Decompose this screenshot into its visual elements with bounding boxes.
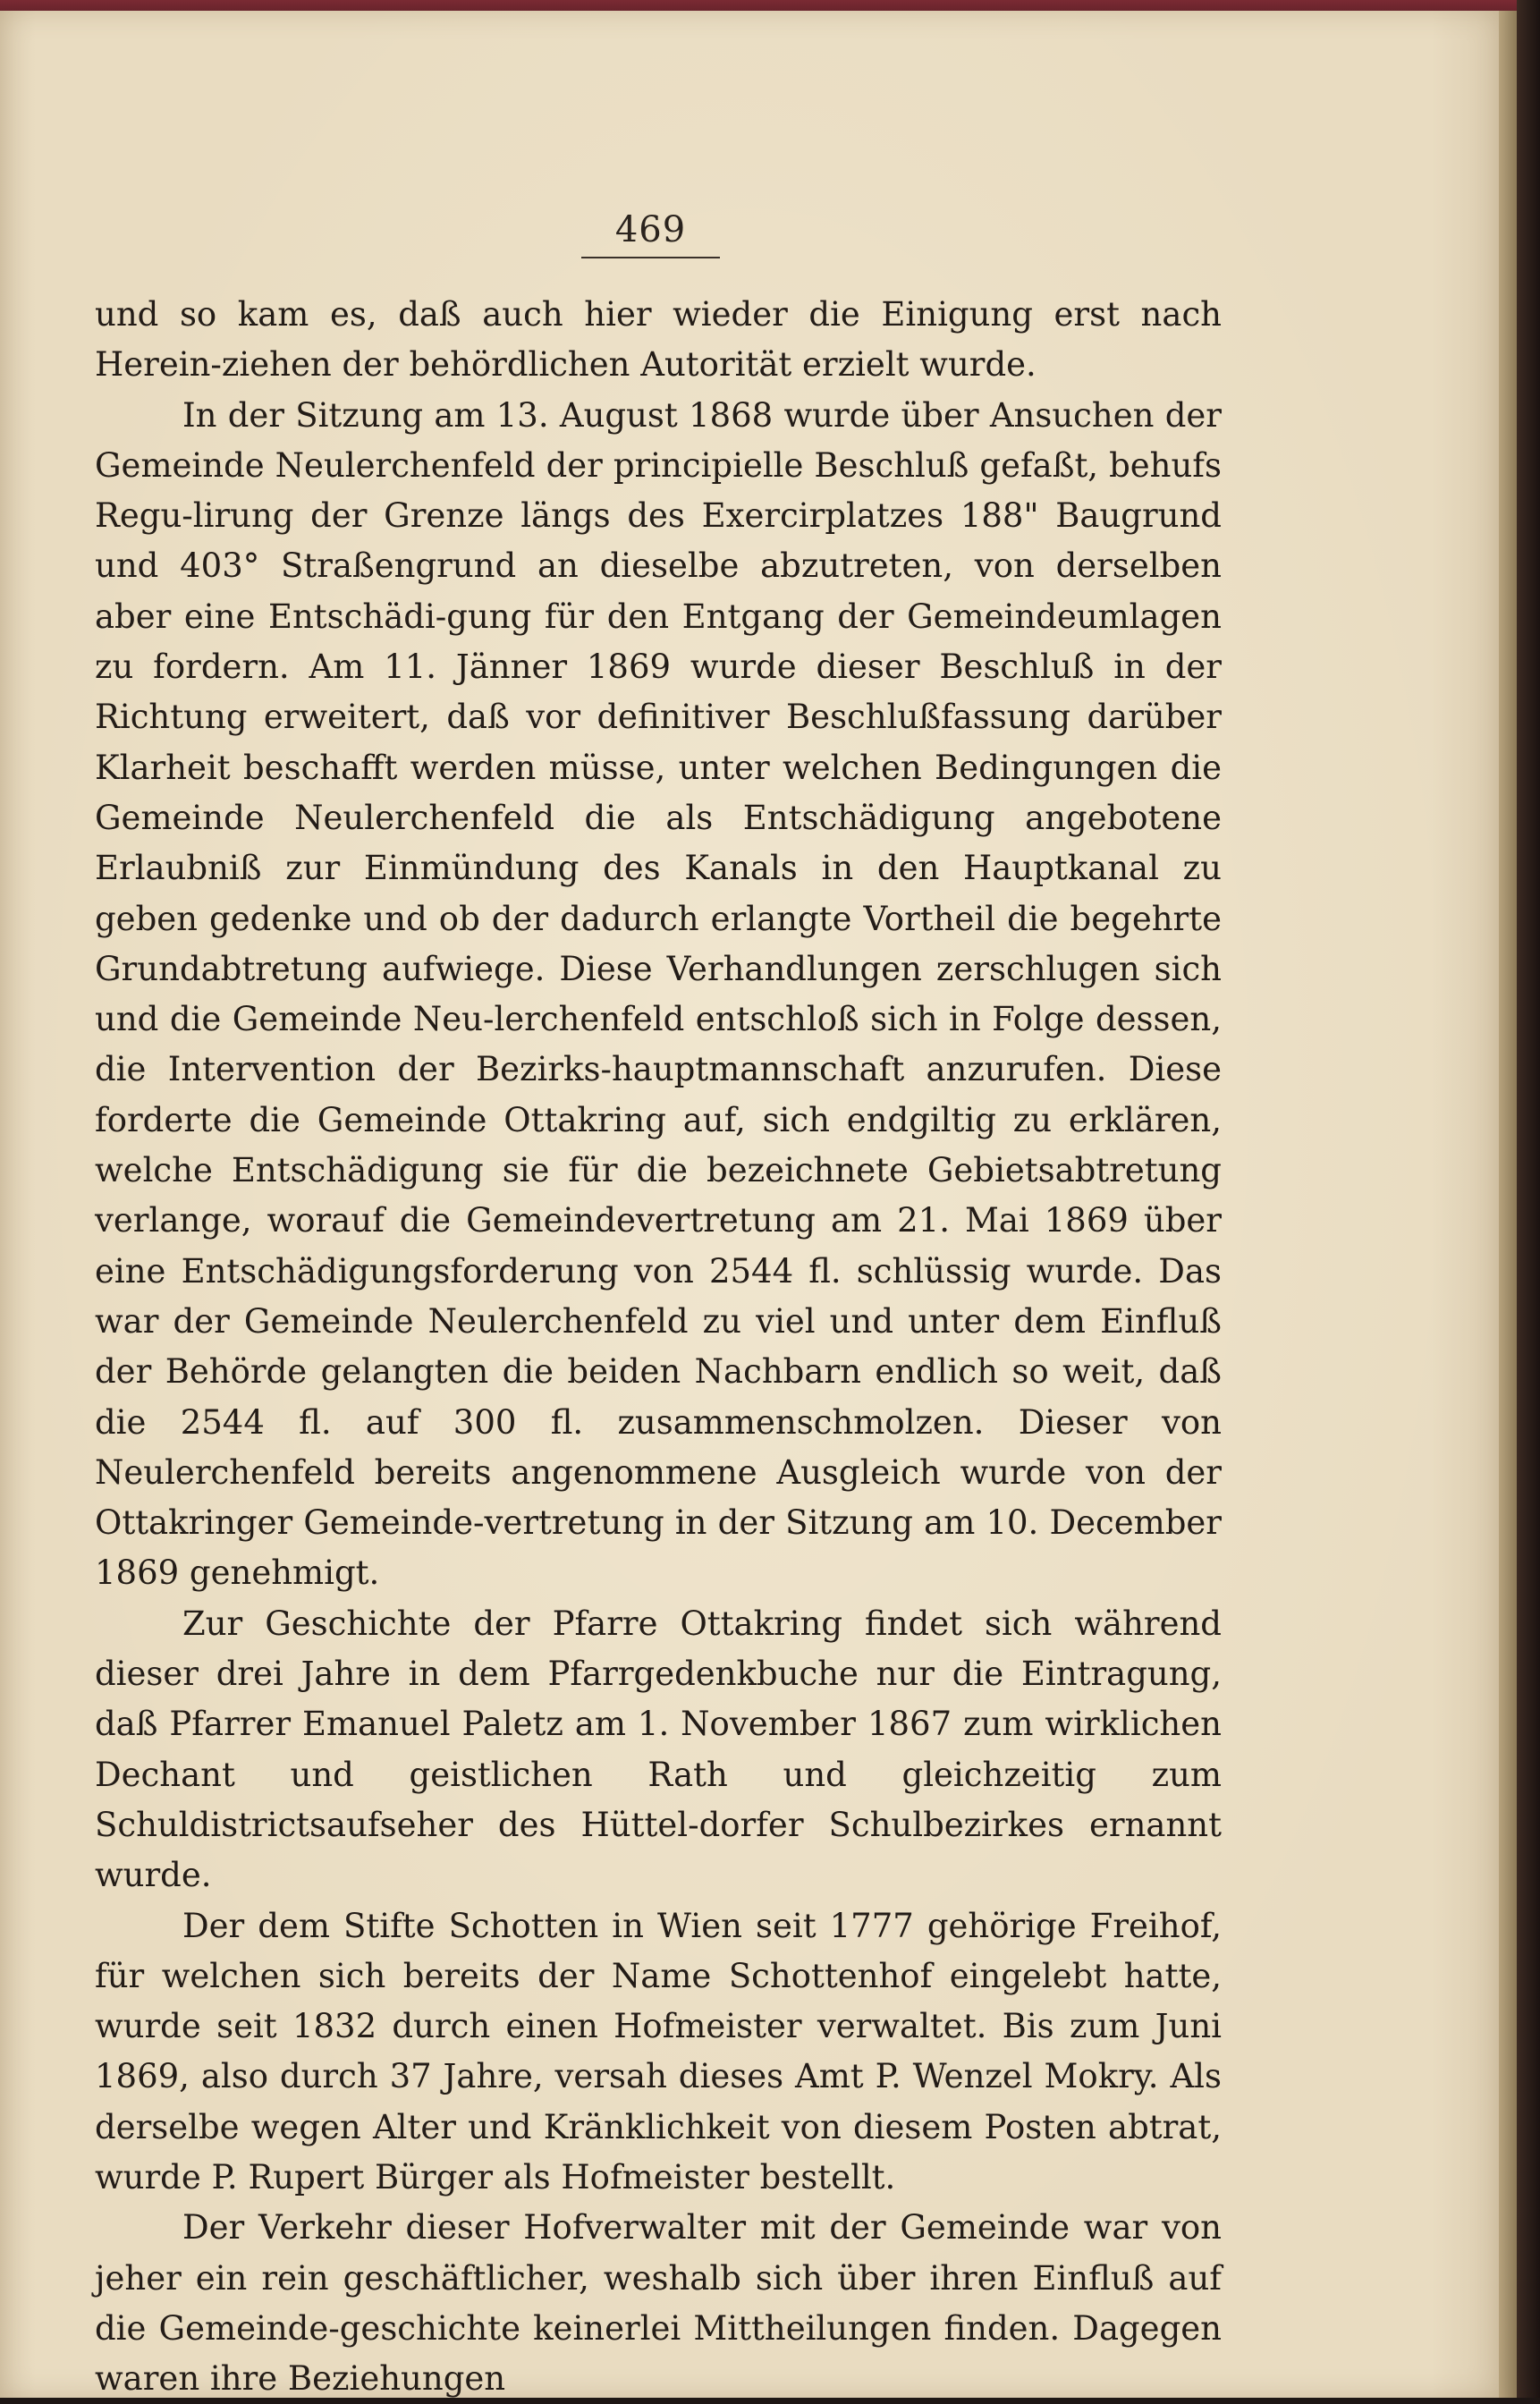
page-number-rule: [581, 257, 720, 258]
page-number: 469: [614, 209, 687, 250]
paragraph-pfarre-ottakring: Zur Geschichte der Pfarre Ottakring findet sich während dieser drei Jahre in dem Pfarrgedenkbuche nur die Eintragung, daß Pfarrer Emanuel Paletz am 1. November 1867 zum wirklichen Dechant und geistlichen Rath und gleichzeitig zum Schuldistrictsaufseher des Hüttel-dorfer Schulbezirkes ernannt wurde.: [95, 1604, 1222, 1895]
book-cover-edge: [1517, 0, 1540, 2398]
book-page: [0, 11, 1499, 2398]
paragraph-continuation: und so kam es, daß auch hier wieder die Einigung erst nach Herein-ziehen der behördlichen Autorität erzielt wurde.: [95, 295, 1222, 385]
paragraph-hofverwalter: Der Verkehr dieser Hofverwalter mit der Gemeinde war von jeher ein rein geschäftlicher, weshalb sich über ihren Einfluß auf die Gemeinde-geschichte keinerlei Mittheilungen finden. Dagegen waren ihre Beziehungen: [95, 2208, 1222, 2399]
body-text: [95, 290, 1222, 2404]
page-gutter-edge: [1499, 11, 1517, 2398]
paragraph-schottenhof: Der dem Stifte Schotten in Wien seit 1777 gehörige Freihof, für welchen sich bereits der Name Schottenhof eingelebt hatte, wurde seit 1832 durch einen Hofmeister verwaltet. Bis zum Juni 1869, also durch 37 Jahre, versah dieses Amt P. Wenzel Mokry. Als derselbe wegen Alter und Kränklichkeit von diesem Posten abtrat, wurde P. Rupert Bürger als Hofmeister bestellt.: [95, 1906, 1222, 2197]
paragraph-sitzung-1868: In der Sitzung am 13. August 1868 wurde über Ansuchen der Gemeinde Neulerchenfeld der principielle Beschluß gefaßt, behufs Regu-lirung der Grenze längs des Exercirplatzes 188" Baugrund und 403° Straßengrund an dieselbe abzutreten, von derselben aber eine Entschädi-gung für den Entgang der Gemeindeumlagen zu fordern. Am 11. Jänner 1869 wurde dieser Beschluß in der Richtung erweitert, daß vor definitiver Beschlußfassung darüber Klarheit beschafft werden müsse, unter welchen Bedingungen die Gemeinde Neulerchenfeld die als Entschädigung angebotene Erlaubniß zur Einmündung des Kanals in den Hauptkanal zu geben gedenke und ob der dadurch erlangte Vortheil die begehrte Grundabtretung aufwiege. Diese Verhandlungen zerschlugen sich und die Gemeinde Neu-lerchenfeld entschloß sich in Folge dessen, die Intervention der Bezirks-hauptmannschaft anzurufen. Diese forderte die Gemeinde Ottakring auf, sich endgiltig zu erklären, welche Entschädigung sie für die bezeichnete Gebietsabtretung verlange, worauf die Gemeindevertretung am 21. Mai 1869 über eine Entschädigungsforderung von 2544 fl. schlüssig wurde. Das war der Gemeinde Neulerchenfeld zu viel und unter dem Einfluß der Behörde gelangten die beiden Nachbarn endlich so weit, daß die 2544 fl. auf 300 fl. zusammenschmolzen. Dieser von Neulerchenfeld bereits angenommene Ausgleich wurde von der Ottakringer Gemeinde-vertretung in der Sitzung am 10. December 1869 genehmigt.: [95, 395, 1222, 1593]
